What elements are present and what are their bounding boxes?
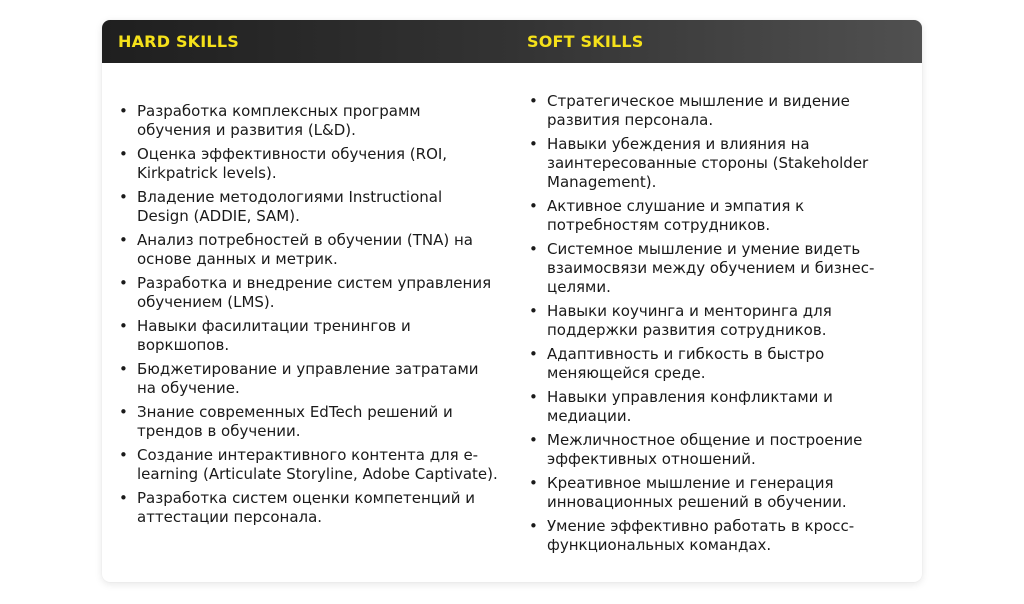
soft-skill-item — [512, 388, 922, 426]
bullet-icon: • — [119, 274, 128, 292]
skill-text: Системное мышление и умение видеть взаимосвязи между обучением и бизнес-целями. — [547, 240, 875, 296]
soft-skill-item — [512, 197, 922, 235]
hard-skill-item — [102, 274, 512, 312]
bullet-icon: • — [119, 231, 128, 249]
bullet-icon: • — [119, 446, 128, 464]
bullet-icon: • — [529, 240, 538, 258]
bullet-icon: • — [529, 388, 538, 406]
bullet-icon: • — [529, 474, 538, 492]
skill-text: Стратегическое мышление и видение развития персонала. — [547, 92, 850, 129]
bullet-icon: • — [119, 360, 128, 378]
skill-text: Креативное мышление и генерация инновационных решений в обучении. — [547, 474, 847, 511]
skill-text: Навыки коучинга и менторинга для поддержки развития сотрудников. — [547, 302, 832, 339]
skill-text: Анализ потребностей в обучении (TNA) на основе данных и метрик. — [137, 231, 473, 268]
table-header — [102, 20, 922, 63]
skill-text: Владение методологиями Instructional Design (ADDIE, SAM). — [137, 188, 443, 225]
skill-text: Создание интерактивного контента для e-learning (Articulate Storyline, Adobe Captivate). — [137, 446, 498, 483]
hard-skills-column — [102, 63, 512, 560]
hard-skill-item — [102, 317, 512, 355]
hard-skill-item — [102, 360, 512, 398]
bullet-icon: • — [529, 345, 538, 363]
soft-skill-item — [512, 240, 922, 297]
skill-text: Межличностное общение и построение эффективных отношений. — [547, 431, 863, 468]
skill-text: Бюджетирование и управление затратами на обучение. — [137, 360, 479, 397]
soft-skill-item — [512, 431, 922, 469]
hard-skill-item — [102, 489, 512, 527]
bullet-icon: • — [119, 489, 128, 507]
hard-skill-item — [102, 102, 512, 140]
soft-skill-item — [512, 135, 922, 192]
skill-text: Навыки управления конфликтами и медиации. — [547, 388, 833, 425]
skill-text: Разработка систем оценки компетенций и аттестации персонала. — [137, 489, 475, 526]
soft-skill-item — [512, 474, 922, 512]
soft-skill-item — [512, 302, 922, 340]
soft-skills-heading: SOFT SKILLS — [527, 32, 644, 51]
hard-skill-item — [102, 231, 512, 269]
bullet-icon: • — [119, 403, 128, 421]
soft-skill-item — [512, 345, 922, 383]
bullet-icon: • — [119, 317, 128, 335]
soft-skill-item — [512, 92, 922, 130]
bullet-icon: • — [529, 431, 538, 449]
skill-text: Разработка комплексных программ обучения и развития (L&D). — [137, 102, 421, 139]
skill-text: Разработка и внедрение систем управления обучением (LMS). — [137, 274, 492, 311]
skills-table — [102, 20, 922, 582]
bullet-icon: • — [119, 145, 128, 163]
hard-skill-item — [102, 446, 512, 484]
skill-text: Знание современных EdTech решений и трендов в обучении. — [137, 403, 453, 440]
hard-skills-list — [102, 102, 512, 527]
bullet-icon: • — [119, 102, 128, 120]
skill-text: Оценка эффективности обучения (ROI, Kirkpatrick levels). — [137, 145, 448, 182]
skill-text: Активное слушание и эмпатия к потребностям сотрудников. — [547, 197, 805, 234]
skill-text: Навыки убеждения и влияния на заинтересованные стороны (Stakeholder Management). — [547, 135, 869, 191]
skill-text: Умение эффективно работать в кросс-функциональных командах. — [547, 517, 855, 554]
hard-skill-item — [102, 145, 512, 183]
skill-text: Навыки фасилитации тренингов и воркшопов. — [137, 317, 411, 354]
hard-skills-heading: HARD SKILLS — [118, 32, 239, 51]
bullet-icon: • — [529, 197, 538, 215]
bullet-icon: • — [529, 135, 538, 153]
bullet-icon: • — [529, 302, 538, 320]
bullet-icon: • — [119, 188, 128, 206]
bullet-icon: • — [529, 92, 538, 110]
table-body — [102, 63, 922, 560]
skill-text: Адаптивность и гибкость в быстро меняющейся среде. — [547, 345, 825, 382]
soft-skill-item — [512, 517, 922, 555]
bullet-icon: • — [529, 517, 538, 535]
soft-skills-column — [512, 63, 922, 560]
soft-skills-list — [512, 92, 922, 555]
hard-skill-item — [102, 403, 512, 441]
hard-skill-item — [102, 188, 512, 226]
